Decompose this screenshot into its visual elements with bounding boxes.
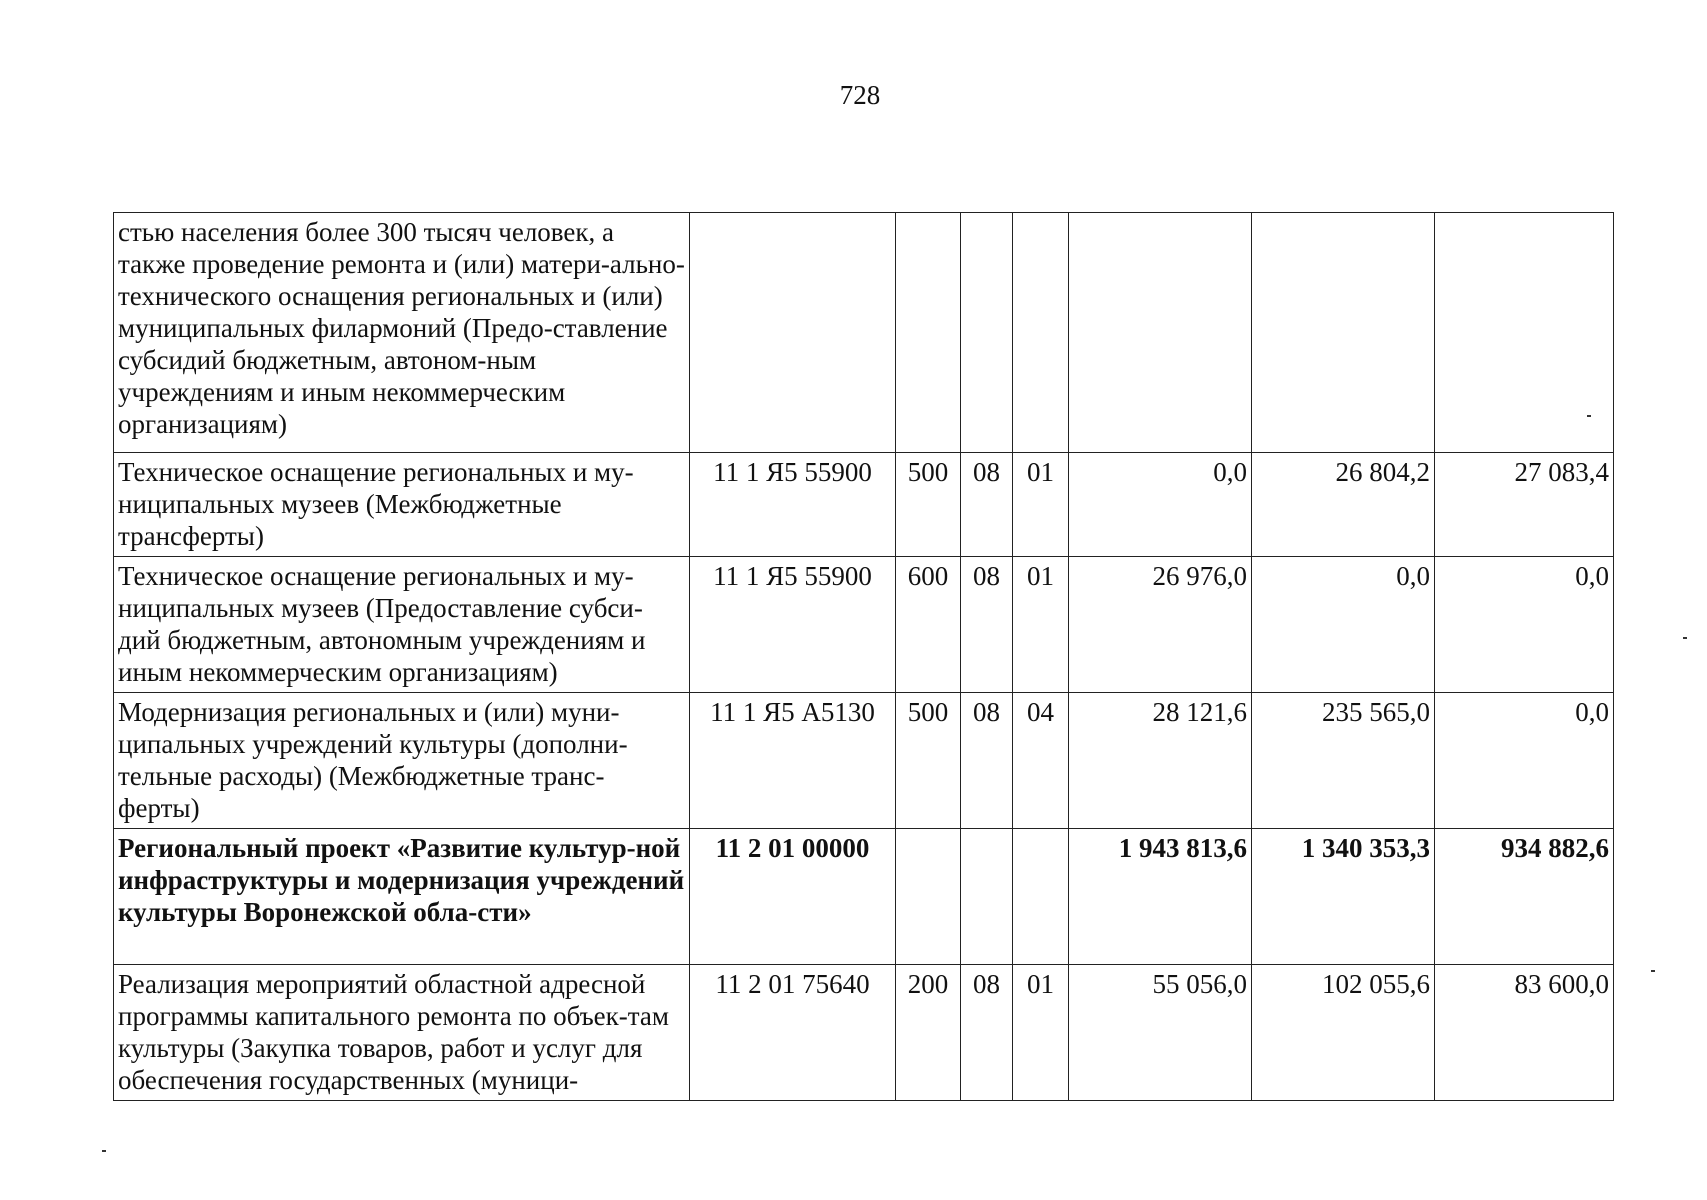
row-vr: 500 [896,693,961,829]
row-name [114,213,690,453]
row-name-text: Региональный проект «Развитие культур-ной инфраструктуры и модернизация учреждений культуры Воронежской обла-сти» [118,833,685,927]
row-csr: 11 1 Я5 А5130 [690,693,896,829]
row-pr: 04 [1013,693,1069,829]
row-csr: 11 1 Я5 55900 [690,557,896,693]
scan-speck [102,1150,106,1152]
row-name-text: Реализация мероприятий областной адресной программы капитального ремонта по объек-там культуры (Закупка товаров, работ и услуг для обеспечения государственных (муници- [118,969,669,1095]
scan-speck [1587,415,1591,417]
row-vr: 600 [896,557,961,693]
budget-table [113,212,1614,1101]
row-vr [896,213,961,453]
row-name-text: Техническое оснащение региональных и му-ниципальных музеев (Межбюджетные трансферты) [118,457,634,551]
row-csr: 11 1 Я5 55900 [690,453,896,557]
row-rz: 08 [961,965,1013,1101]
table-row [114,693,1614,829]
row-year1: 55 056,0 [1069,965,1252,1101]
row-name [114,453,690,557]
row-name-text: Модернизация региональных и (или) муни-ципальных учреждений культуры (дополни-тельные расходы) (Межбюджетные транс-ферты) [118,697,628,823]
row-name-text: стью населения более 300 тысяч человек, а также проведение ремонта и (или) матери-ально-технического оснащения региональных и (или) муниципальных филармоний (Предо-ставление субсидий бюджетным, автоном-ным учреждениям и иным некоммерческим организациям) [118,217,685,439]
row-vr: 500 [896,453,961,557]
scan-speck [1683,637,1687,639]
row-year3: 934 882,6 [1435,829,1614,965]
row-name-text: Техническое оснащение региональных и му-ниципальных музеев (Предоставление субси-дий бюджетным, автономным учреждениям и иным некоммерческим организациям) [118,561,646,687]
row-year1: 0,0 [1069,453,1252,557]
row-rz [961,829,1013,965]
page-number: 728 [839,80,881,110]
row-year3: 27 083,4 [1435,453,1614,557]
row-name [114,829,690,965]
row-csr: 11 2 01 75640 [690,965,896,1101]
row-year2 [1252,213,1435,453]
row-year3: 0,0 [1435,557,1614,693]
row-name [114,557,690,693]
scan-speck [1651,970,1655,972]
row-year2: 0,0 [1252,557,1435,693]
row-name [114,965,690,1101]
table-row-project [114,829,1614,965]
row-name [114,693,690,829]
row-rz: 08 [961,557,1013,693]
table-row [114,965,1614,1101]
row-year1 [1069,213,1252,453]
row-year1: 28 121,6 [1069,693,1252,829]
row-vr: 200 [896,965,961,1101]
row-vr [896,829,961,965]
row-pr: 01 [1013,557,1069,693]
row-pr [1013,213,1069,453]
row-year1: 26 976,0 [1069,557,1252,693]
row-rz [961,213,1013,453]
row-pr: 01 [1013,453,1069,557]
row-year2: 102 055,6 [1252,965,1435,1101]
table-row [114,213,1614,453]
row-pr [1013,829,1069,965]
row-csr [690,213,896,453]
row-rz: 08 [961,453,1013,557]
row-year2: 235 565,0 [1252,693,1435,829]
row-csr: 11 2 01 00000 [690,829,896,965]
row-year2: 26 804,2 [1252,453,1435,557]
row-rz: 08 [961,693,1013,829]
row-year1: 1 943 813,6 [1069,829,1252,965]
row-year2: 1 340 353,3 [1252,829,1435,965]
table-row [114,557,1614,693]
row-year3: 83 600,0 [1435,965,1614,1101]
row-year3: 0,0 [1435,693,1614,829]
table-row [114,453,1614,557]
row-pr: 01 [1013,965,1069,1101]
